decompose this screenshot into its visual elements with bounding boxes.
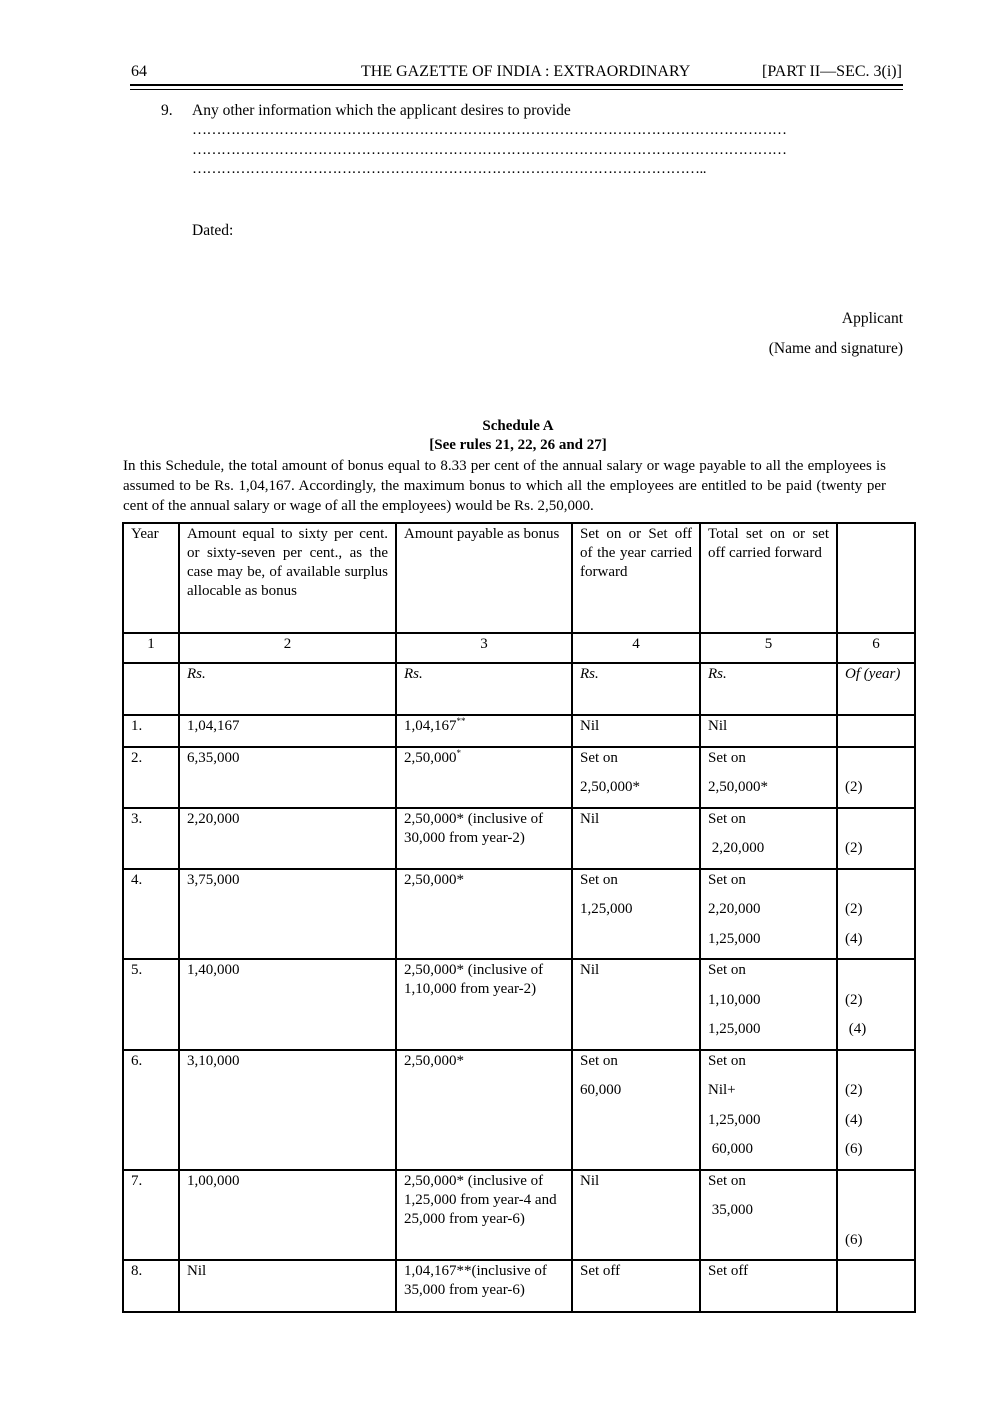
footnote-mark: ** — [456, 716, 466, 726]
amount-cell: 3,10,000 — [179, 1050, 396, 1170]
column-number: 4 — [572, 633, 700, 663]
setoff-cell — [572, 1050, 700, 1170]
unit-label: Rs. — [572, 663, 700, 715]
column-number: 2 — [179, 633, 396, 663]
column-number-row — [123, 633, 915, 663]
of-year-cell-line — [845, 1171, 907, 1201]
total-cell-line: 1,25,000 — [708, 1021, 761, 1037]
units-row — [123, 663, 915, 715]
setoff-cell-line: 60,000 — [580, 1082, 622, 1098]
of-year-cell-line — [845, 809, 907, 839]
dotted-line: …………………………………………………………………………………………………………… — [192, 142, 787, 158]
payable-amount: 1,04,167 — [404, 718, 457, 734]
total-cell-line: 2,20,000 — [708, 901, 761, 917]
of-year-cell-line: (4) — [845, 1111, 863, 1128]
total-cell-line: 1,25,000 — [708, 1111, 761, 1128]
of-year-cell — [837, 1170, 915, 1261]
of-year-cell — [837, 1260, 915, 1312]
year-cell: 3. — [123, 808, 179, 869]
payable-amount: 2,50,000* (inclusive of 1,25,000 from year-4 and 25,000 from year-6) — [404, 1172, 557, 1227]
unit-label: Rs. — [700, 663, 837, 715]
payable-cell — [396, 959, 572, 1050]
applicant-label: Applicant — [841, 310, 903, 327]
schedule-title: Schedule A — [482, 418, 554, 434]
year-cell: 5. — [123, 959, 179, 1050]
total-cell — [700, 1260, 837, 1312]
total-cell — [700, 715, 837, 747]
part-section: [PART II—SEC. 3(i)] — [762, 63, 902, 80]
total-cell-line: 35,000 — [708, 1202, 753, 1218]
setoff-cell-line: Nil — [580, 962, 600, 978]
of-year-cell-line: (6) — [845, 1141, 863, 1157]
payable-cell — [396, 1050, 572, 1170]
table-header-row — [123, 523, 915, 633]
of-year-cell — [837, 747, 915, 808]
setoff-cell-line: 1,25,000 — [580, 901, 633, 917]
setoff-cell-line: Set off — [580, 1263, 621, 1279]
footnote-mark: * — [456, 747, 461, 758]
setoff-cell — [572, 808, 700, 869]
year-cell: 2. — [123, 747, 179, 808]
schedule-rules: [See rules 21, 22, 26 and 27] — [429, 437, 607, 453]
setoff-cell-line: Nil — [580, 718, 600, 734]
column-number: 1 — [123, 633, 179, 663]
column-header — [837, 523, 915, 633]
payable-cell — [396, 808, 572, 869]
payable-cell — [396, 715, 572, 747]
total-cell — [700, 747, 837, 808]
column-number: 6 — [837, 633, 915, 663]
setoff-cell — [572, 1170, 700, 1261]
header-rule-thin — [130, 89, 903, 90]
column-number: 5 — [700, 633, 837, 663]
total-cell-line: Set on — [708, 962, 746, 978]
amount-cell: Nil — [179, 1260, 396, 1312]
table-row — [123, 1170, 915, 1261]
total-cell-line: 2,20,000 — [708, 840, 765, 856]
table-body — [123, 715, 915, 1312]
setoff-cell — [572, 869, 700, 960]
total-cell-line: 1,25,000 — [708, 930, 761, 947]
payable-amount: 1,04,167**(inclusive of 35,000 from year-6) — [404, 1263, 547, 1298]
of-year-cell — [837, 1050, 915, 1170]
of-year-cell-line: (2) — [845, 779, 863, 795]
amount-cell: 6,35,000 — [179, 747, 396, 808]
of-year-cell — [837, 715, 915, 747]
table-row — [123, 1050, 915, 1170]
setoff-cell-line: Set on — [580, 749, 618, 766]
amount-cell: 1,00,000 — [179, 1170, 396, 1261]
of-year-cell-line — [845, 1200, 907, 1230]
of-year-cell-line: (2) — [845, 840, 863, 856]
setoff-cell — [572, 1260, 700, 1312]
setoff-cell-line: 2,50,000* — [580, 779, 640, 795]
dated-label: Dated: — [192, 222, 234, 239]
of-year-cell-line: (2) — [845, 901, 863, 917]
setoff-cell-line: Nil — [580, 1172, 600, 1189]
total-cell-line: Nil+ — [708, 1082, 736, 1098]
of-year-cell-line — [845, 960, 907, 990]
of-year-cell — [837, 869, 915, 960]
setoff-cell — [572, 959, 700, 1050]
of-year-cell-line — [845, 748, 907, 778]
of-year-cell-line: (2) — [845, 1082, 863, 1098]
setoff-cell — [572, 747, 700, 808]
column-header: Total set on or set off carried forward — [700, 523, 837, 633]
of-year-cell-line — [845, 870, 907, 900]
of-year-cell-line — [845, 1051, 907, 1081]
total-cell-line: Set off — [708, 1263, 749, 1279]
of-year-cell-line: (2) — [845, 991, 863, 1008]
table-row — [123, 808, 915, 869]
total-cell-line: 60,000 — [708, 1141, 753, 1157]
total-cell — [700, 808, 837, 869]
page-number: 64 — [131, 63, 147, 80]
table-row — [123, 959, 915, 1050]
table-row — [123, 869, 915, 960]
applicant-name-signature: (Name and signature) — [768, 340, 903, 357]
column-header: Amount equal to sixty per cent. or sixty-seven per cent., as the case may be, of available surplus allocable as bonus — [179, 523, 396, 633]
year-cell: 4. — [123, 869, 179, 960]
amount-cell: 3,75,000 — [179, 869, 396, 960]
schedule-intro: In this Schedule, the total amount of bonus equal to 8.33 per cent of the annual salary or wage payable to all the employees is assumed to be Rs. 1,04,167. Accordingly, the maximum bonus to which all the employees are entitled to be paid (twenty per cent of the annual salary or wage of all the employees) would be Rs. 2,50,000. — [123, 458, 886, 514]
payable-cell — [396, 1260, 572, 1312]
of-year-cell-line: (4) — [845, 930, 863, 947]
total-cell-line: Set on — [708, 1052, 746, 1069]
setoff-cell-line: Nil — [580, 810, 600, 827]
payable-cell — [396, 747, 572, 808]
total-cell — [700, 959, 837, 1050]
unit-label: Rs. — [179, 663, 396, 715]
setoff-cell-line: Set on — [580, 1052, 618, 1069]
payable-amount: 2,50,000 — [404, 749, 457, 766]
item-text: Any other information which the applicant desires to provide — [192, 102, 571, 119]
total-cell-line: 2,50,000* — [708, 779, 768, 795]
column-header: Set on or Set off of the year carried forward — [572, 523, 700, 633]
year-cell: 8. — [123, 1260, 179, 1312]
total-cell — [700, 869, 837, 960]
gazette-title: THE GAZETTE OF INDIA : EXTRAORDINARY — [361, 63, 691, 80]
payable-amount: 2,50,000* — [404, 871, 464, 888]
amount-cell: 1,04,167 — [179, 715, 396, 747]
of-year-cell — [837, 959, 915, 1050]
payable-cell — [396, 1170, 572, 1261]
payable-amount: 2,50,000* — [404, 1052, 464, 1069]
dotted-line: …………………………………………………………………………………………………………… — [192, 122, 787, 138]
total-cell-line: Nil — [708, 718, 728, 734]
item-number: 9. — [161, 102, 173, 119]
table-row — [123, 1260, 915, 1312]
amount-cell: 1,40,000 — [179, 959, 396, 1050]
total-cell — [700, 1050, 837, 1170]
header-rule — [130, 84, 903, 86]
unit-label: Of (year) — [837, 663, 915, 715]
table-row — [123, 715, 915, 747]
unit-label: Rs. — [396, 663, 572, 715]
schedule-table — [122, 522, 916, 1313]
setoff-cell-line: Set on — [580, 871, 618, 888]
total-cell-line: Set on — [708, 1172, 746, 1189]
year-cell: 6. — [123, 1050, 179, 1170]
year-cell: 1. — [123, 715, 179, 747]
payable-cell — [396, 869, 572, 960]
total-cell — [700, 1170, 837, 1261]
column-header: Amount payable as bonus — [396, 523, 572, 633]
total-cell-line: Set on — [708, 810, 746, 827]
setoff-cell — [572, 715, 700, 747]
amount-cell: 2,20,000 — [179, 808, 396, 869]
total-cell-line: Set on — [708, 871, 746, 888]
dotted-line: …………………………………………………………………………………………….. — [192, 161, 706, 177]
unit-label — [123, 663, 179, 715]
of-year-cell-line: (4) — [845, 1021, 867, 1037]
column-header: Year — [123, 523, 179, 633]
total-cell-line: 1,10,000 — [708, 991, 761, 1008]
table-row — [123, 747, 915, 808]
payable-amount: 2,50,000* (inclusive of 1,10,000 from year-2) — [404, 962, 544, 997]
year-cell: 7. — [123, 1170, 179, 1261]
total-cell-line: Set on — [708, 749, 746, 766]
of-year-cell — [837, 808, 915, 869]
column-number: 3 — [396, 633, 572, 663]
of-year-cell-line: (6) — [845, 1231, 863, 1248]
payable-amount: 2,50,000* (inclusive of 30,000 from year-2) — [404, 810, 544, 846]
